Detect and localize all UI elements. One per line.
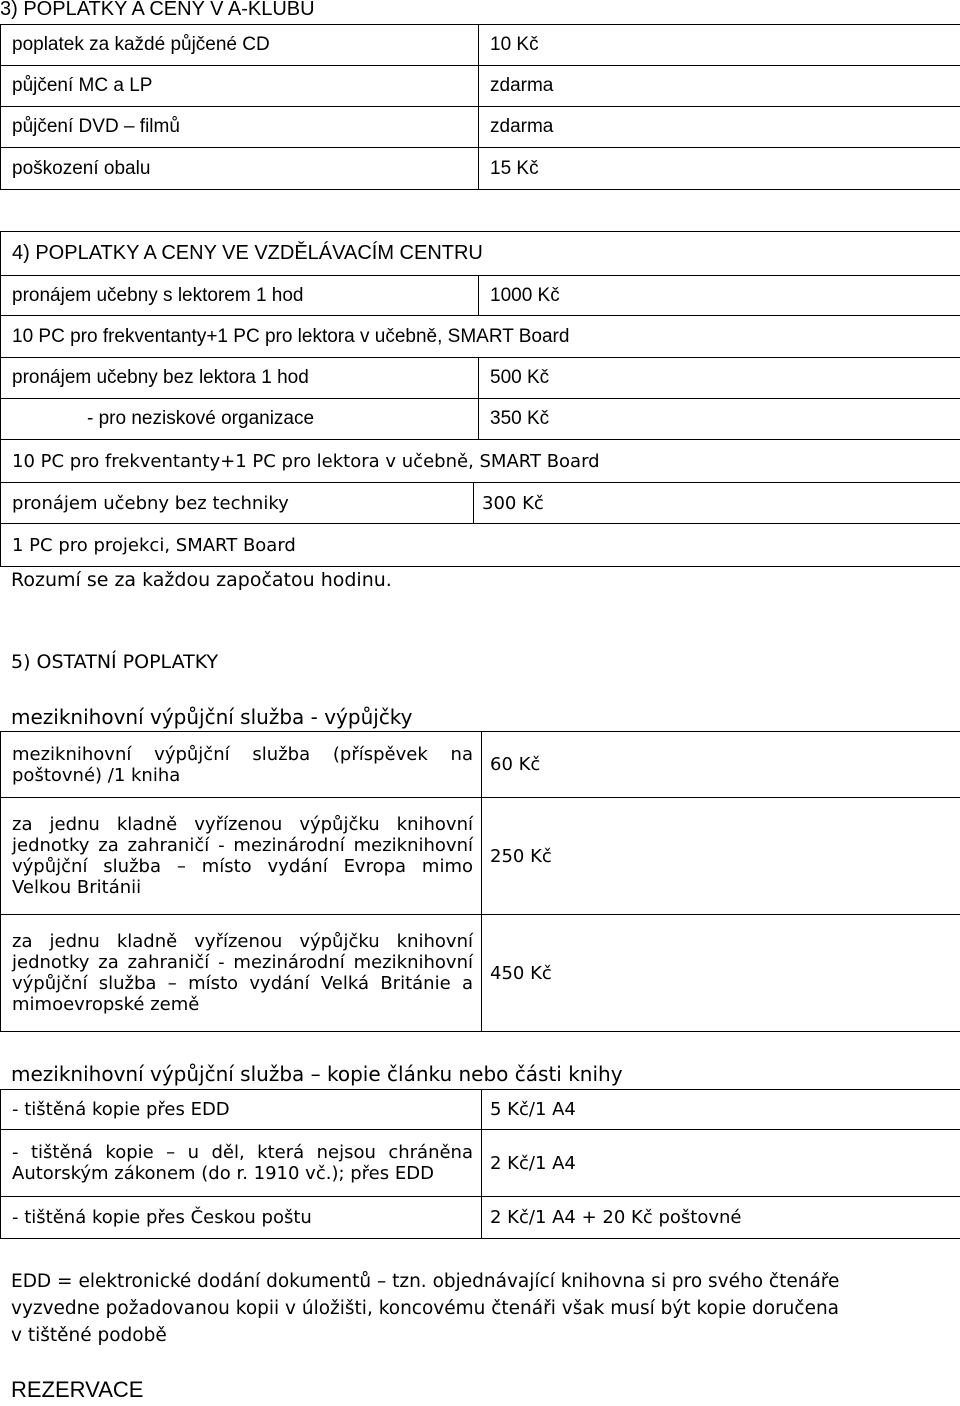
- section-3-heading: 3) POPLATKY A CENY V A-KLUBU: [0, 0, 315, 20]
- fee-price: 300 Kč: [474, 483, 960, 524]
- interlibrary-loans-subheading: meziknihovní výpůjční služba - výpůjčky: [11, 705, 413, 729]
- equipment-note: 10 PC pro frekventanty+1 PC pro lektora v učebně, SMART Board: [1, 316, 960, 358]
- fee-item: za jednu kladně vyřízenou výpůjčku knihovní jednotky za zahraničí - mezinárodní meziknihovní výpůjční služba – místo vydání Velká Británie a mimoevropské země: [1, 915, 482, 1032]
- fee-price: zdarma: [479, 107, 960, 148]
- fee-price: 350 Kč: [479, 399, 960, 440]
- fee-item: poplatek za každé půjčené CD: [1, 25, 479, 66]
- table-row: [1, 1197, 960, 1239]
- table-row: [1, 915, 960, 1032]
- fee-item: - pro neziskové organizace: [1, 399, 479, 440]
- fee-price: 2 Kč/1 A4 + 20 Kč poštovné: [482, 1197, 960, 1239]
- table-row: [1, 399, 960, 440]
- table-row: [1, 1130, 960, 1197]
- table-row: [1, 66, 960, 107]
- fee-price: 500 Kč: [479, 358, 960, 399]
- table-row: [1, 524, 960, 567]
- equipment-note: 10 PC pro frekventanty+1 PC pro lektora v učebně, SMART Board: [1, 440, 960, 483]
- section-4-heading: 4) POPLATKY A CENY VE VZDĚLÁVACÍM CENTRU: [1, 232, 960, 276]
- table-row: [1, 798, 960, 915]
- equipment-note: 1 PC pro projekci, SMART Board: [1, 524, 960, 567]
- table-row: [1, 232, 960, 276]
- table-row: [1, 358, 960, 399]
- fee-price: 5 Kč/1 A4: [482, 1090, 960, 1130]
- fee-price: 450 Kč: [482, 915, 960, 1032]
- table-row: [1, 25, 960, 66]
- fee-price: 250 Kč: [482, 798, 960, 915]
- fee-price: 10 Kč: [479, 25, 960, 66]
- education-centre-fees-table-cont: [0, 439, 960, 567]
- fee-item: - tištěná kopie přes EDD: [1, 1090, 482, 1130]
- fee-price: 2 Kč/1 A4: [482, 1130, 960, 1197]
- copies-table: [0, 1089, 960, 1239]
- table-row: [1, 276, 960, 316]
- fee-item: půjčení MC a LP: [1, 66, 479, 107]
- fee-item: půjčení DVD – filmů: [1, 107, 479, 148]
- fee-price: zdarma: [479, 66, 960, 107]
- fee-price: 1000 Kč: [479, 276, 960, 316]
- education-centre-fees-table: [0, 231, 960, 440]
- section-5-heading: 5) OSTATNÍ POPLATKY: [11, 651, 219, 673]
- edd-explanation: EDD = elektronické dodání dokumentů – tzn. objednávající knihovna si pro svého čtenáře vyzvedne požadovanou kopii v úložišti, koncovému čtenáři však musí být kopie doručena v tištěné podobě: [11, 1271, 840, 1346]
- fee-item: za jednu kladně vyřízenou výpůjčku knihovní jednotky za zahraničí - mezinárodní meziknihovní výpůjční služba – místo vydání Evropa mimo Velkou Británii: [1, 798, 482, 915]
- a-klub-fees-table: [0, 24, 960, 190]
- table-row: [1, 1090, 960, 1130]
- table-row: [1, 483, 960, 524]
- reservation-heading: REZERVACE: [11, 1377, 144, 1402]
- fee-item: pronájem učebny s lektorem 1 hod: [1, 276, 479, 316]
- fee-item: - tištěná kopie přes Českou poštu: [1, 1197, 482, 1239]
- table-row: [1, 440, 960, 483]
- table-row: [1, 316, 960, 358]
- table-row: [1, 732, 960, 798]
- hourly-note: Rozumí se za každou započatou hodinu.: [11, 569, 392, 591]
- fee-item: meziknihovní výpůjční služba (příspěvek na poštovné) /1 kniha: [1, 732, 482, 798]
- fee-price: 60 Kč: [482, 732, 960, 798]
- fee-price: 15 Kč: [479, 148, 960, 190]
- fee-item: pronájem učebny bez lektora 1 hod: [1, 358, 479, 399]
- copies-subheading: meziknihovní výpůjční služba – kopie článku nebo části knihy: [11, 1062, 623, 1086]
- fee-item: poškození obalu: [1, 148, 479, 190]
- table-row: [1, 148, 960, 190]
- table-row: [1, 107, 960, 148]
- fee-item: pronájem učebny bez techniky: [1, 483, 474, 524]
- interlibrary-loans-table: [0, 731, 960, 1032]
- fee-item: - tištěná kopie – u děl, která nejsou chráněna Autorským zákonem (do r. 1910 vč.); přes EDD: [1, 1130, 482, 1197]
